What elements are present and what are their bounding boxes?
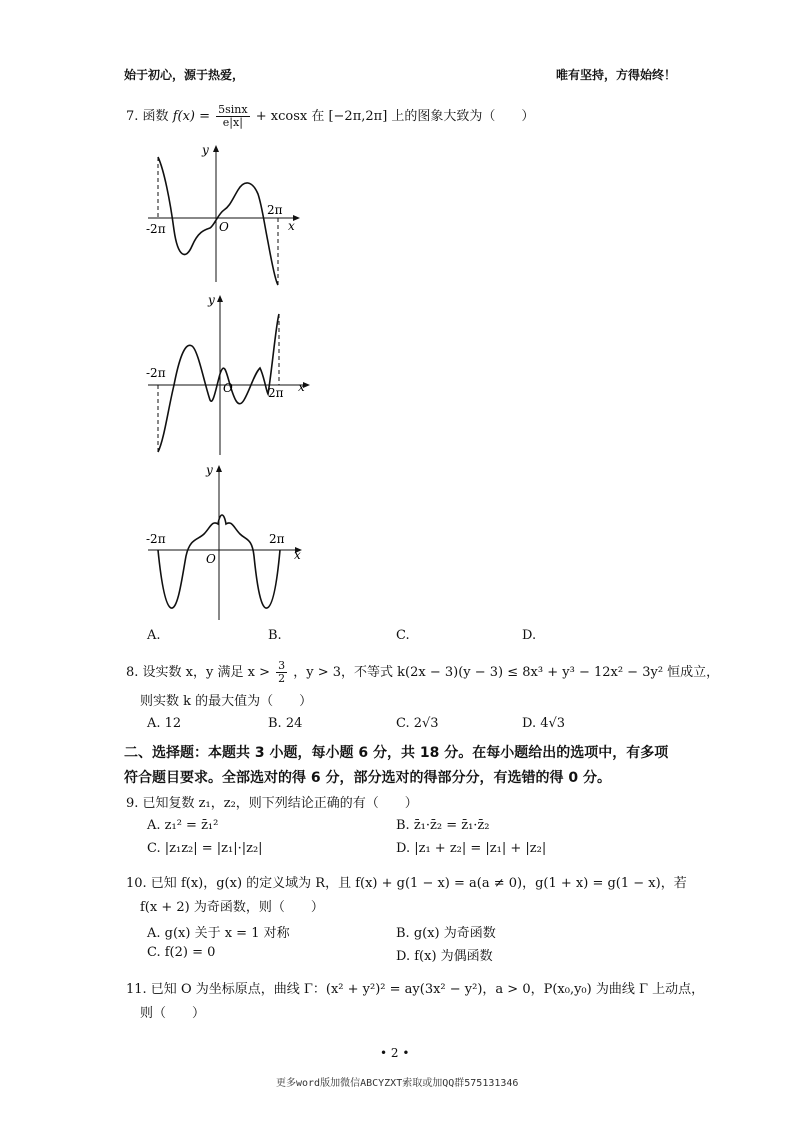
question-10-line1: 10. 已知 f(x)，g(x) 的定义域为 R，且 f(x) + g(1 − x) = a(a ≠ 0)，g(1 + x) = g(1 − x)，若 (126, 876, 687, 891)
q10-option-c[interactable]: C. f(2) = 0 (147, 945, 216, 960)
question-10-line2: f(x + 2) 为奇函数，则（ ） (140, 900, 324, 915)
q7-fraction (216, 104, 249, 129)
pos-2pi-label: 2π (269, 532, 285, 546)
x-label: x (288, 219, 295, 233)
question-11-line2: 则（ ） (140, 1006, 206, 1021)
q8-option-d[interactable]: D. 4√3 (522, 716, 566, 731)
question-9-stem: 9. 已知复数 z₁，z₂，则下列结论正确的有（ ） (126, 796, 418, 811)
q10-option-b[interactable]: B. g(x) 为奇函数 (396, 926, 496, 941)
q10-option-d[interactable]: D. f(x) 为偶函数 (396, 949, 493, 964)
curve (158, 157, 278, 285)
x-label: x (294, 548, 301, 562)
section-2-heading-line1: 二、选择题：本题共 3 小题，每小题 6 分，共 18 分。在每小题给出的选项中，有多项 (124, 745, 669, 761)
curve (158, 314, 279, 452)
q8-line1-a: 8. 设实数 x，y 满足 x > (126, 665, 270, 680)
question-8-line1 (126, 660, 719, 685)
footer-ad: 更多word版加微信ABCYZXT索取或加QQ群575131346 (276, 1078, 519, 1089)
pos-2pi-label: 2π (267, 203, 283, 217)
page-number: • 2 • (380, 1046, 410, 1060)
neg-2pi-label: -2π (146, 532, 166, 546)
q8-frac-num: 3 (278, 659, 286, 672)
header-right-motto: 唯有坚持，方得始终！ (556, 68, 677, 82)
x-label: x (298, 380, 305, 394)
q10-option-a[interactable]: A. g(x) 关于 x = 1 对称 (147, 926, 290, 941)
origin-label: O (219, 220, 229, 234)
y-axis-arrow (217, 295, 223, 302)
header-left-motto: 始于初心，源于热爱， (124, 68, 245, 82)
section-2-heading-line2: 符合题目要求。全部选对的得 6 分，部分选对的得部分分，有选错的得 0 分。 (124, 770, 611, 786)
q7-frac-den: e|x| (222, 116, 243, 129)
q7-option-c[interactable]: C. (396, 628, 410, 643)
neg-2pi-label: -2π (146, 366, 166, 380)
question-8-line2: 则实数 k 的最大值为（ ） (140, 694, 313, 709)
origin-label: O (223, 381, 233, 395)
y-label: y (206, 463, 213, 477)
y-axis-arrow (216, 465, 222, 472)
q8-line1-b: ，y > 3，不等式 k(2x − 3)(y − 3) ≤ 8x³ + y³ − 12x² − 3y² 恒成立， (293, 665, 720, 680)
q8-fraction (276, 660, 287, 685)
q8-option-a[interactable]: A. 12 (147, 716, 182, 731)
neg-2pi-label: -2π (146, 222, 166, 236)
y-label: y (202, 143, 209, 157)
q7-tail: + xcosx 在 [−2π,2π] 上的图象大致为（ ） (255, 109, 535, 124)
q7-prefix: 7. 函数 (126, 109, 169, 124)
q9-option-a[interactable]: A. z₁² = z̄₁² (147, 818, 219, 833)
q7-option-a[interactable]: A. (147, 628, 161, 643)
q9-option-b[interactable]: B. z̄₁·z̄₂ = z̄₁·z̄₂ (396, 818, 490, 833)
q7-frac-num: 5sinx (218, 103, 248, 116)
graph-option-2 (140, 290, 310, 460)
q7-option-d[interactable]: D. (522, 628, 537, 643)
q9-option-d[interactable]: D. |z₁ + z₂| = |z₁| + |z₂| (396, 841, 547, 856)
y-label: y (208, 293, 215, 307)
q7-option-b[interactable]: B. (268, 628, 282, 643)
q8-option-c[interactable]: C. 2√3 (396, 716, 439, 731)
q9-option-c[interactable]: C. |z₁z₂| = |z₁|·|z₂| (147, 841, 263, 856)
graph-option-3 (140, 460, 310, 625)
q7-fx: f(x) = (172, 109, 210, 124)
question-11-line1: 11. 已知 O 为坐标原点，曲线 Γ：(x² + y²)² = ay(3x² − y²)，a > 0，P(x₀,y₀) 为曲线 Γ 上动点， (126, 982, 705, 997)
graph-option-1 (140, 140, 310, 290)
origin-label: O (206, 552, 216, 566)
q8-frac-den: 2 (278, 672, 286, 685)
question-7-stem (126, 104, 534, 129)
q8-option-b[interactable]: B. 24 (268, 716, 303, 731)
pos-2pi-label: 2π (268, 386, 284, 400)
y-axis-arrow (213, 145, 219, 152)
